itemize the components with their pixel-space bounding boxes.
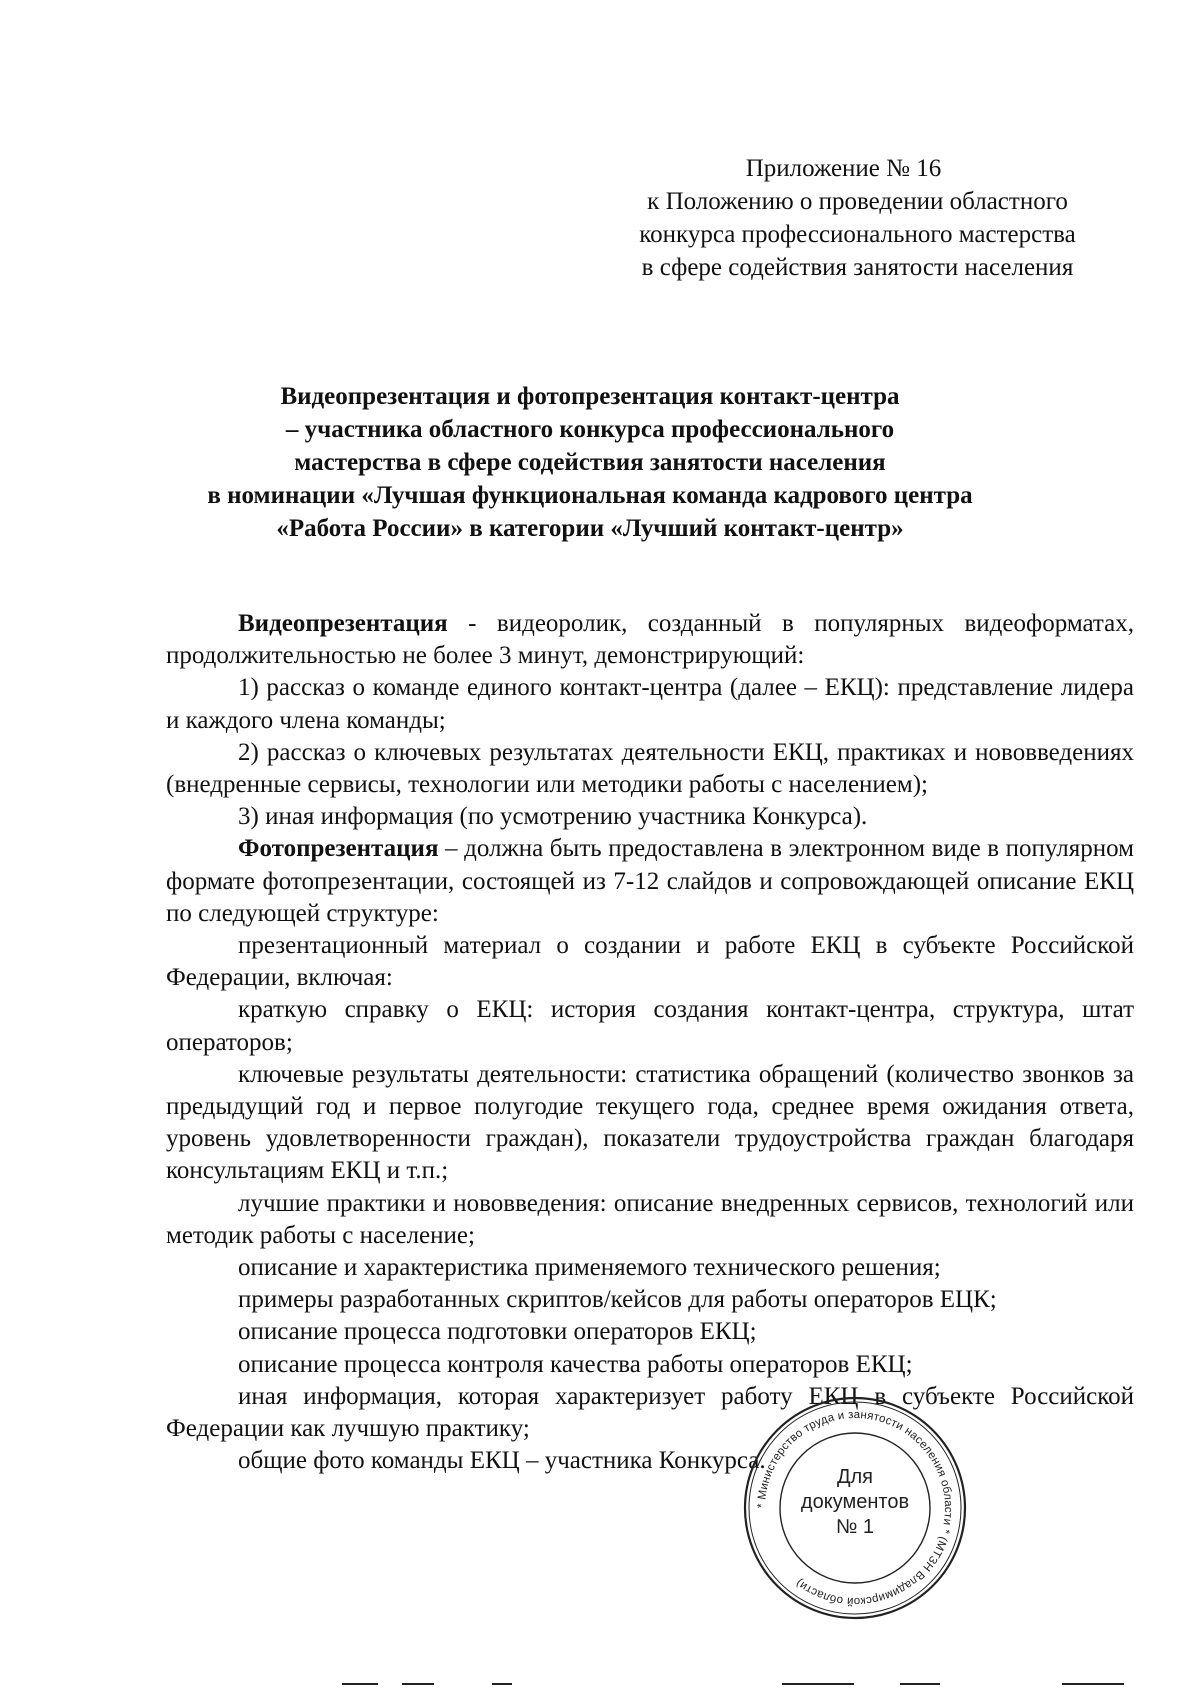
structure-item: описание и характеристика применяемого технического решения; xyxy=(238,1254,941,1282)
structure-item: ключевые результаты деятельности: статистика обращений (количество звонков за предыдущий год и первое полугодие текущего года, среднее время ожидания ответа, уровень удовлетворенности граждан), показатели трудоустройства граждан благодаря консультациям ЕКЦ и т.п.; xyxy=(166,1060,1134,1185)
structure-item: иная информация, которая характеризует работу ЕКЦ в субъекте Российской Федерации как лучшую практику; xyxy=(166,1382,1134,1443)
title-line: Видеопрезентация и фотопрезентация контакт-центра xyxy=(280,383,900,410)
scan-artifact-line xyxy=(402,1683,434,1685)
video-item-1: 1) рассказ о команде единого контакт-центра (далее – ЕКЦ): представление лидера и каждого члена команды; xyxy=(166,674,1134,734)
stamp-center-text xyxy=(742,1465,968,1540)
scan-artifact-line xyxy=(1062,1683,1124,1685)
video-paragraph xyxy=(166,608,1134,672)
title-line: в номинации «Лучшая функциональная команда кадрового центра xyxy=(207,482,973,509)
appendix-line: в сфере содействия занятости населения xyxy=(641,254,1074,281)
document-body xyxy=(166,608,1134,1477)
scan-artifact-line xyxy=(342,1683,378,1685)
video-definition: - видеоролик, созданный в популярных видеоформатах, продолжительностью не более 3 минут, демонстрирующий: xyxy=(166,610,1134,670)
appendix-line: конкурса профессионального мастерства xyxy=(639,221,1076,248)
scan-artifact-line xyxy=(782,1683,854,1685)
video-term: Видеопрезентация xyxy=(238,610,448,637)
stamp-line: Для xyxy=(836,1466,874,1488)
structure-item: примеры разработанных скриптов/кейсов для работы операторов ЕЦК; xyxy=(238,1286,997,1314)
svg-text:* Министерство труда и занятос: * Министерство труда и занятости населения области * (МТЗН Владимирской области) xyxy=(755,1408,955,1608)
appendix-header xyxy=(600,152,1115,284)
official-stamp xyxy=(742,1395,968,1621)
structure-item: общие фото команды ЕКЦ – участника Конкурса. xyxy=(238,1447,766,1475)
video-item-3: 3) иная информация (по усмотрению участника Конкурса). xyxy=(238,803,868,831)
photo-term: Фотопрезентация xyxy=(238,835,439,863)
document-title xyxy=(180,380,1000,545)
structure-item: презентационный материал о создании и работе ЕКЦ в субъекте Российской Федерации, включая: xyxy=(166,932,1134,992)
appendix-number: Приложение № 16 xyxy=(745,155,942,182)
title-line: мастерства в сфере содействия занятости населения xyxy=(294,449,886,476)
scan-artifact-line xyxy=(492,1683,512,1685)
title-line: – участника областного конкурса профессионального xyxy=(285,416,895,443)
structure-item: описание процесса подготовки операторов ЕКЦ; xyxy=(238,1318,757,1346)
stamp-line: документов xyxy=(800,1491,910,1513)
photo-paragraph xyxy=(166,833,1134,930)
photo-definition: – должна быть предоставлена в электронном виде в популярном формате фотопрезентации, состоящей из 7-12 слайдов и сопровождающей описание ЕКЦ по следующей структуре: xyxy=(166,835,1134,927)
appendix-line: к Положению о проведении областного xyxy=(647,188,1068,215)
scan-artifact-line xyxy=(900,1683,940,1685)
video-item-2: 2) рассказ о ключевых результатах деятельности ЕКЦ, практиках и нововведениях (внедренные сервисы, технологии или методики работы с населением); xyxy=(166,738,1134,799)
title-line: «Работа России» в категории «Лучший контакт-центр» xyxy=(276,515,904,542)
structure-item: краткую справку о ЕКЦ: история создания контакт-центра, структура, штат операторов; xyxy=(166,996,1134,1056)
structure-item: описание процесса контроля качества работы операторов ЕКЦ; xyxy=(238,1350,913,1378)
structure-item: лучшие практики и нововведения: описание внедренных сервисов, технологий или методик работы с население; xyxy=(166,1189,1134,1249)
stamp-line: № 1 xyxy=(835,1516,875,1538)
